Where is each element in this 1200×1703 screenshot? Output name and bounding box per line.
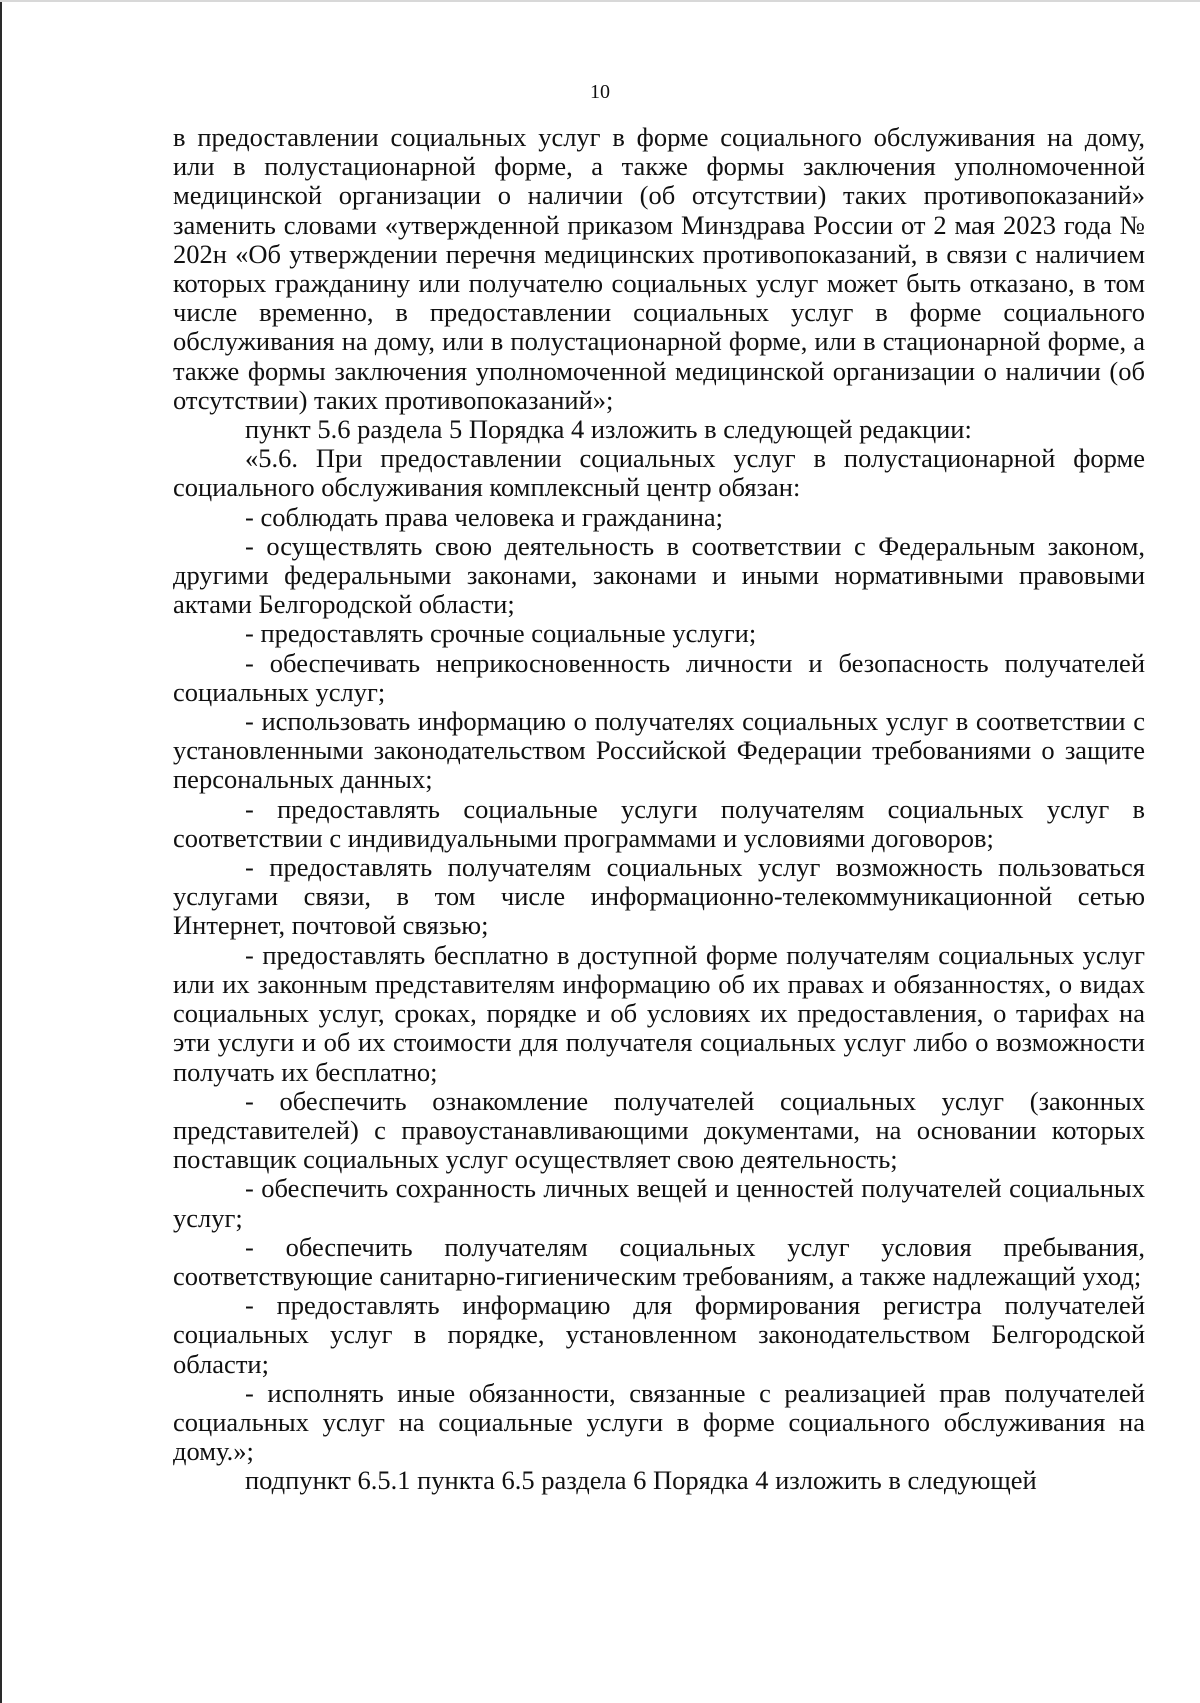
list-item: - соблюдать права человека и гражданина; (245, 501, 724, 532)
list-item: - обеспечить получателям социальных услуг условия пребывания, соответствующие санитарно-гигиеническим требованиям, а также надлежащий уход; (173, 1231, 1145, 1291)
list-item: - предоставлять социальные услуги получателям социальных услуг в соответствии с индивидуальными программами и условиями договоров; (173, 793, 1145, 853)
list-item: - обеспечить сохранность личных вещей и ценностей получателей социальных услуг; (173, 1173, 1145, 1233)
list-item: - предоставлять срочные социальные услуги; (245, 618, 757, 649)
list-item: - обеспечить ознакомление получателей социальных услуг (законных представителей) с правоустанавливающими документами, на основании которых поставщик социальных услуг осуществляет свою деятельность; (173, 1085, 1145, 1175)
document-body (173, 123, 1145, 1496)
list-item: - исполнять иные обязанности, связанные с реализацией прав получателей социальных услуг на социальные услуги в форме социального обслуживания на дому.»; (173, 1377, 1145, 1467)
list-item: - предоставлять бесплатно в доступной форме получателям социальных услуг или их законным представителям информацию об их правах и обязанностях, о видах социальных услуг, сроках, порядке и об условиях их предоставления, о тарифах на эти услуги и об их стоимости для получателя социальных услуг либо о возможности получать их бесплатно; (173, 939, 1145, 1087)
paragraph: в предоставлении социальных услуг в форме социального обслуживания на дому, или в полустационарной форме, а также формы заключения уполномоченной медицинской организации о наличии (об отсутствии) таких противопоказаний» заменить словами «утвержденной приказом Минздрава России от 2 мая 2023 года № 202н «Об утверждении перечня медицинских противопоказаний, в связи с наличием которых гражданину или получателю социальных услуг может быть отказано, в том числе временно, в предоставлении социальных услуг в форме социального обслуживания на дому, или в полустационарной форме, или в стационарной форме, а также формы заключения уполномоченной медицинской организации о наличии (об отсутствии) таких противопоказаний»; (173, 122, 1145, 415)
paragraph: пункт 5.6 раздела 5 Порядка 4 изложить в следующей редакции: (245, 414, 972, 445)
scan-edge-top (0, 0, 1200, 2)
page-number: 10 (590, 81, 610, 103)
list-item: - предоставлять получателям социальных услуг возможность пользоваться услугами связи, в том числе информационно-телекоммуникационной сетью Интернет, почтовой связью; (173, 852, 1145, 941)
list-item: - обеспечивать неприкосновенность личности и безопасность получателей социальных услуг; (173, 647, 1145, 707)
list-item: - предоставлять информацию для формирования регистра получателей социальных услуг в порядке, установленном законодательством Белгородской области; (173, 1290, 1145, 1379)
scan-edge-left (0, 0, 2, 1703)
list-item: - использовать информацию о получателях социальных услуг в соответствии с установленными законодательством Российской Федерации требованиями о защите персональных данных; (173, 706, 1145, 795)
paragraph: «5.6. При предоставлении социальных услуг в полустационарной форме социального обслуживания комплексный центр обязан: (173, 443, 1145, 503)
paragraph: подпункт 6.5.1 пункта 6.5 раздела 6 Порядка 4 изложить в следующей (245, 1465, 1037, 1496)
list-item: - осуществлять свою деятельность в соответствии с Федеральным законом, другими федеральными законами, законами и иными нормативными правовыми актами Белгородской области; (173, 530, 1145, 620)
